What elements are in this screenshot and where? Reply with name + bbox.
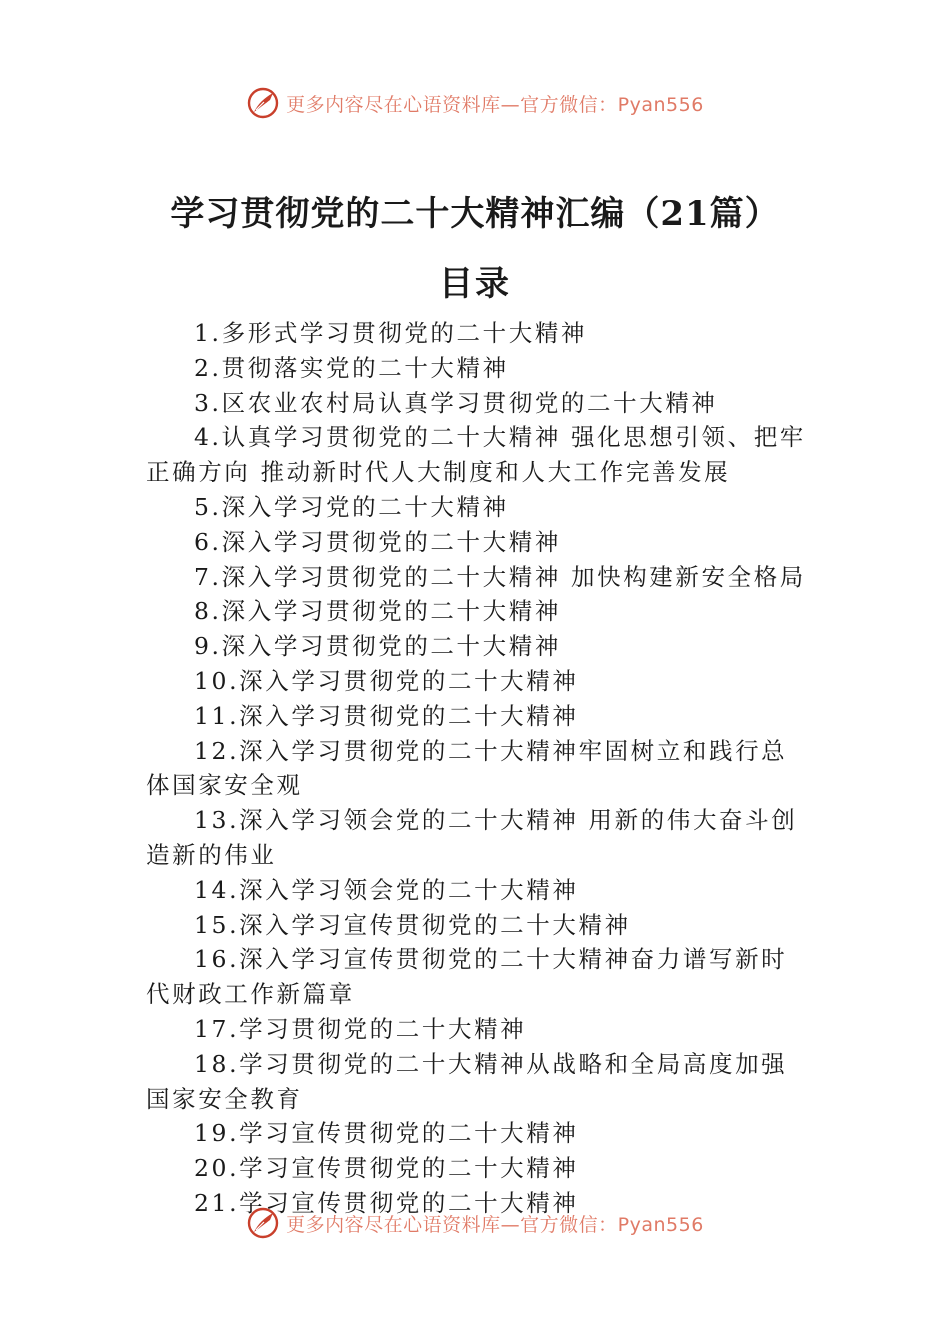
toc-item: 9.深入学习贯彻党的二十大精神 xyxy=(194,632,561,661)
toc-item: 8.深入学习贯彻党的二十大精神 xyxy=(194,597,561,626)
toc-item: 17.学习贯彻党的二十大精神 xyxy=(194,1014,527,1043)
toc-item: 5.深入学习党的二十大精神 xyxy=(194,492,509,521)
toc-heading: 目录 xyxy=(439,264,511,304)
toc-item: 1.多形式学习贯彻党的二十大精神 xyxy=(194,319,588,347)
toc-item: 14.深入学习领会党的二十大精神 xyxy=(194,875,579,904)
watermark-text: 更多内容尽在心语资料库—官方微信：Pyan556 xyxy=(286,1213,704,1236)
toc-item: 4.认真学习贯彻党的二十大精神 强化思想引领、把牢正确方向 推动新时代人大制度和人大工作完善发展 xyxy=(146,423,806,487)
toc-item: 6.深入学习贯彻党的二十大精神 xyxy=(194,527,561,556)
toc-item: 16.深入学习宣传贯彻党的二十大精神奋力谱写新时代财政工作新篇章 xyxy=(146,945,788,1009)
toc-item: 3.区农业农村局认真学习贯彻党的二十大精神 xyxy=(194,388,718,417)
toc-item: 18.学习贯彻党的二十大精神从战略和全局高度加强国家安全教育 xyxy=(146,1049,788,1113)
toc-item: 12.深入学习贯彻党的二十大精神牢固树立和践行总体国家安全观 xyxy=(146,736,788,800)
toc-item: 11.深入学习贯彻党的二十大精神 xyxy=(194,701,579,730)
watermark-text: 更多内容尽在心语资料库—官方微信：Pyan556 xyxy=(286,93,704,116)
toc-item: 7.深入学习贯彻党的二十大精神 加快构建新安全格局 xyxy=(194,562,806,591)
toc-item: 13.深入学习领会党的二十大精神 用新的伟大奋斗创造新的伟业 xyxy=(146,806,798,869)
document-title: 学习贯彻党的二十大精神汇编（21篇） xyxy=(170,194,780,234)
pen-logo-icon xyxy=(246,1206,280,1240)
watermark-header xyxy=(0,86,950,120)
toc-item: 15.深入学习宣传贯彻党的二十大精神 xyxy=(194,910,631,939)
toc-item: 20.学习宣传贯彻党的二十大精神 xyxy=(194,1154,579,1183)
toc-item: 21.学习宣传贯彻党的二十大精神 xyxy=(194,1188,579,1217)
toc-item: 19.学习宣传贯彻党的二十大精神 xyxy=(194,1119,579,1148)
pen-logo-icon xyxy=(246,86,280,120)
toc-item: 2.贯彻落实党的二十大精神 xyxy=(194,353,509,382)
watermark-footer xyxy=(0,1206,950,1240)
table-of-contents xyxy=(146,316,810,1221)
toc-item: 10.深入学习贯彻党的二十大精神 xyxy=(194,666,579,695)
